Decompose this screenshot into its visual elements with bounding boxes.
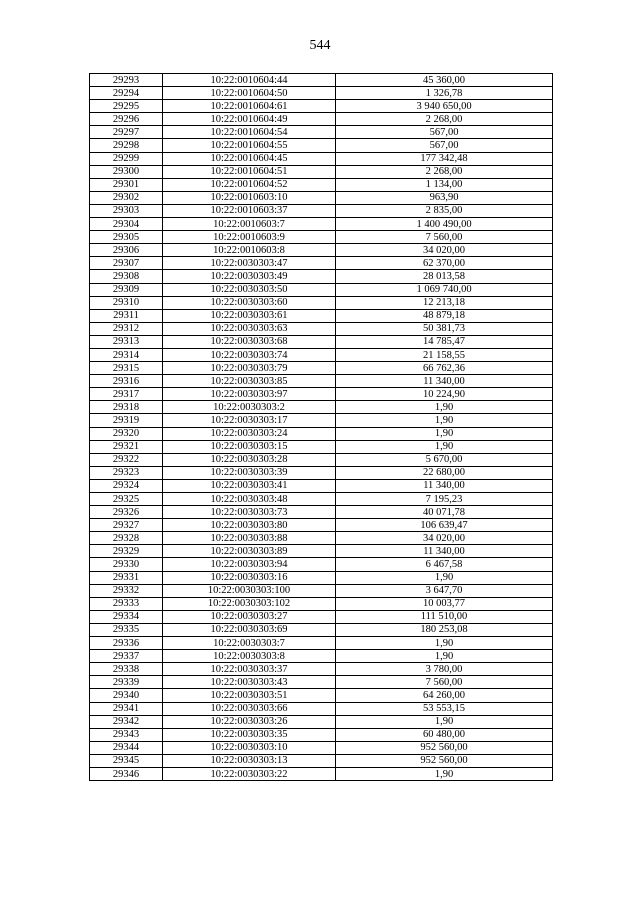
table-row bbox=[90, 74, 553, 87]
table-row bbox=[90, 165, 553, 178]
value-cell: 3 940 650,00 bbox=[336, 100, 553, 113]
row-number-cell: 29320 bbox=[90, 427, 163, 440]
cadastral-number-cell: 10:22:0030303:35 bbox=[163, 728, 336, 741]
row-number-cell: 29297 bbox=[90, 126, 163, 139]
value-cell: 567,00 bbox=[336, 126, 553, 139]
cadastral-number-cell: 10:22:0030303:41 bbox=[163, 479, 336, 492]
table-row bbox=[90, 728, 553, 741]
value-cell: 3 647,70 bbox=[336, 584, 553, 597]
table-row bbox=[90, 126, 553, 139]
value-cell: 1 400 490,00 bbox=[336, 218, 553, 231]
cadastral-number-cell: 10:22:0030303:43 bbox=[163, 676, 336, 689]
cadastral-number-cell: 10:22:0030303:74 bbox=[163, 348, 336, 361]
value-cell: 14 785,47 bbox=[336, 335, 553, 348]
table-row bbox=[90, 113, 553, 126]
row-number-cell: 29330 bbox=[90, 558, 163, 571]
value-cell: 11 340,00 bbox=[336, 375, 553, 388]
row-number-cell: 29329 bbox=[90, 545, 163, 558]
row-number-cell: 29296 bbox=[90, 113, 163, 126]
cadastral-number-cell: 10:22:0030303:28 bbox=[163, 453, 336, 466]
table-row bbox=[90, 244, 553, 257]
table-row bbox=[90, 637, 553, 650]
value-cell: 10 224,90 bbox=[336, 388, 553, 401]
value-cell: 1,90 bbox=[336, 650, 553, 663]
table-row bbox=[90, 87, 553, 100]
row-number-cell: 29338 bbox=[90, 663, 163, 676]
value-cell: 177 342,48 bbox=[336, 152, 553, 165]
cadastral-number-cell: 10:22:0010604:45 bbox=[163, 152, 336, 165]
value-cell: 62 370,00 bbox=[336, 257, 553, 270]
row-number-cell: 29326 bbox=[90, 506, 163, 519]
row-number-cell: 29293 bbox=[90, 74, 163, 87]
page-number: 544 bbox=[309, 38, 331, 53]
cadastral-number-cell: 10:22:0030303:85 bbox=[163, 375, 336, 388]
row-number-cell: 29306 bbox=[90, 244, 163, 257]
table-row bbox=[90, 741, 553, 754]
cadastral-number-cell: 10:22:0030303:79 bbox=[163, 362, 336, 375]
data-table bbox=[89, 73, 553, 781]
value-cell: 40 071,78 bbox=[336, 506, 553, 519]
value-cell: 34 020,00 bbox=[336, 532, 553, 545]
cadastral-number-cell: 10:22:0030303:68 bbox=[163, 335, 336, 348]
value-cell: 111 510,00 bbox=[336, 610, 553, 623]
value-cell: 53 553,15 bbox=[336, 702, 553, 715]
table-row bbox=[90, 178, 553, 191]
table-row bbox=[90, 610, 553, 623]
row-number-cell: 29336 bbox=[90, 637, 163, 650]
table-row bbox=[90, 715, 553, 728]
table-row bbox=[90, 100, 553, 113]
row-number-cell: 29345 bbox=[90, 754, 163, 767]
table-row bbox=[90, 152, 553, 165]
cadastral-number-cell: 10:22:0030303:89 bbox=[163, 545, 336, 558]
value-cell: 7 195,23 bbox=[336, 493, 553, 506]
cadastral-number-cell: 10:22:0030303:88 bbox=[163, 532, 336, 545]
cadastral-number-cell: 10:22:0030303:2 bbox=[163, 401, 336, 414]
cadastral-number-cell: 10:22:0030303:27 bbox=[163, 610, 336, 623]
cadastral-number-cell: 10:22:0030303:66 bbox=[163, 702, 336, 715]
cadastral-number-cell: 10:22:0010603:7 bbox=[163, 218, 336, 231]
row-number-cell: 29333 bbox=[90, 597, 163, 610]
cadastral-number-cell: 10:22:0030303:49 bbox=[163, 270, 336, 283]
cadastral-number-cell: 10:22:0030303:48 bbox=[163, 493, 336, 506]
table-row bbox=[90, 558, 553, 571]
value-cell: 1,90 bbox=[336, 637, 553, 650]
value-cell: 5 670,00 bbox=[336, 453, 553, 466]
row-number-cell: 29321 bbox=[90, 440, 163, 453]
table-row bbox=[90, 702, 553, 715]
row-number-cell: 29315 bbox=[90, 362, 163, 375]
table-row bbox=[90, 335, 553, 348]
row-number-cell: 29334 bbox=[90, 610, 163, 623]
value-cell: 2 835,00 bbox=[336, 204, 553, 217]
row-number-cell: 29294 bbox=[90, 87, 163, 100]
value-cell: 1,90 bbox=[336, 715, 553, 728]
row-number-cell: 29316 bbox=[90, 375, 163, 388]
value-cell: 50 381,73 bbox=[336, 322, 553, 335]
table-row bbox=[90, 283, 553, 296]
table-body bbox=[90, 74, 553, 781]
row-number-cell: 29304 bbox=[90, 218, 163, 231]
value-cell: 6 467,58 bbox=[336, 558, 553, 571]
table-row bbox=[90, 204, 553, 217]
value-cell: 1,90 bbox=[336, 440, 553, 453]
row-number-cell: 29325 bbox=[90, 493, 163, 506]
table-row bbox=[90, 754, 553, 767]
cadastral-number-cell: 10:22:0010604:44 bbox=[163, 74, 336, 87]
value-cell: 7 560,00 bbox=[336, 676, 553, 689]
table-row bbox=[90, 571, 553, 584]
table-row bbox=[90, 519, 553, 532]
value-cell: 11 340,00 bbox=[336, 479, 553, 492]
value-cell: 60 480,00 bbox=[336, 728, 553, 741]
table-row bbox=[90, 623, 553, 636]
value-cell: 28 013,58 bbox=[336, 270, 553, 283]
table-row bbox=[90, 584, 553, 597]
cadastral-number-cell: 10:22:0010604:61 bbox=[163, 100, 336, 113]
row-number-cell: 29307 bbox=[90, 257, 163, 270]
value-cell: 180 253,08 bbox=[336, 623, 553, 636]
row-number-cell: 29346 bbox=[90, 767, 163, 780]
row-number-cell: 29309 bbox=[90, 283, 163, 296]
value-cell: 22 680,00 bbox=[336, 466, 553, 479]
row-number-cell: 29312 bbox=[90, 322, 163, 335]
value-cell: 34 020,00 bbox=[336, 244, 553, 257]
row-number-cell: 29302 bbox=[90, 191, 163, 204]
row-number-cell: 29301 bbox=[90, 178, 163, 191]
cadastral-number-cell: 10:22:0030303:15 bbox=[163, 440, 336, 453]
value-cell: 1,90 bbox=[336, 427, 553, 440]
row-number-cell: 29318 bbox=[90, 401, 163, 414]
table-row bbox=[90, 689, 553, 702]
table-row bbox=[90, 375, 553, 388]
value-cell: 21 158,55 bbox=[336, 348, 553, 361]
row-number-cell: 29322 bbox=[90, 453, 163, 466]
table-row bbox=[90, 545, 553, 558]
cadastral-number-cell: 10:22:0030303:63 bbox=[163, 322, 336, 335]
cadastral-number-cell: 10:22:0030303:7 bbox=[163, 637, 336, 650]
table-row bbox=[90, 388, 553, 401]
row-number-cell: 29314 bbox=[90, 348, 163, 361]
value-cell: 1 069 740,00 bbox=[336, 283, 553, 296]
cadastral-number-cell: 10:22:0030303:97 bbox=[163, 388, 336, 401]
row-number-cell: 29313 bbox=[90, 335, 163, 348]
table-row bbox=[90, 309, 553, 322]
table-row bbox=[90, 440, 553, 453]
value-cell: 952 560,00 bbox=[336, 754, 553, 767]
row-number-cell: 29344 bbox=[90, 741, 163, 754]
row-number-cell: 29310 bbox=[90, 296, 163, 309]
row-number-cell: 29308 bbox=[90, 270, 163, 283]
row-number-cell: 29342 bbox=[90, 715, 163, 728]
value-cell: 567,00 bbox=[336, 139, 553, 152]
table-row bbox=[90, 348, 553, 361]
row-number-cell: 29340 bbox=[90, 689, 163, 702]
row-number-cell: 29327 bbox=[90, 519, 163, 532]
row-number-cell: 29332 bbox=[90, 584, 163, 597]
row-number-cell: 29323 bbox=[90, 466, 163, 479]
cadastral-number-cell: 10:22:0010603:8 bbox=[163, 244, 336, 257]
cadastral-number-cell: 10:22:0030303:8 bbox=[163, 650, 336, 663]
cadastral-number-cell: 10:22:0030303:37 bbox=[163, 663, 336, 676]
table-row bbox=[90, 597, 553, 610]
row-number-cell: 29331 bbox=[90, 571, 163, 584]
value-cell: 1 326,78 bbox=[336, 87, 553, 100]
cadastral-number-cell: 10:22:0030303:39 bbox=[163, 466, 336, 479]
table-row bbox=[90, 218, 553, 231]
table-row bbox=[90, 466, 553, 479]
table-row bbox=[90, 191, 553, 204]
table-row bbox=[90, 414, 553, 427]
row-number-cell: 29295 bbox=[90, 100, 163, 113]
cadastral-number-cell: 10:22:0030303:94 bbox=[163, 558, 336, 571]
value-cell: 11 340,00 bbox=[336, 545, 553, 558]
row-number-cell: 29324 bbox=[90, 479, 163, 492]
cadastral-number-cell: 10:22:0030303:51 bbox=[163, 689, 336, 702]
cadastral-number-cell: 10:22:0010603:9 bbox=[163, 231, 336, 244]
row-number-cell: 29341 bbox=[90, 702, 163, 715]
value-cell: 45 360,00 bbox=[336, 74, 553, 87]
cadastral-number-cell: 10:22:0010603:10 bbox=[163, 191, 336, 204]
cadastral-number-cell: 10:22:0030303:47 bbox=[163, 257, 336, 270]
value-cell: 1,90 bbox=[336, 414, 553, 427]
value-cell: 10 003,77 bbox=[336, 597, 553, 610]
cadastral-number-cell: 10:22:0030303:24 bbox=[163, 427, 336, 440]
value-cell: 106 639,47 bbox=[336, 519, 553, 532]
row-number-cell: 29343 bbox=[90, 728, 163, 741]
table-row bbox=[90, 270, 553, 283]
table-row bbox=[90, 296, 553, 309]
value-cell: 963,90 bbox=[336, 191, 553, 204]
row-number-cell: 29328 bbox=[90, 532, 163, 545]
table-row bbox=[90, 139, 553, 152]
value-cell: 48 879,18 bbox=[336, 309, 553, 322]
table-row bbox=[90, 767, 553, 780]
row-number-cell: 29300 bbox=[90, 165, 163, 178]
table-row bbox=[90, 362, 553, 375]
cadastral-number-cell: 10:22:0030303:26 bbox=[163, 715, 336, 728]
table-row bbox=[90, 401, 553, 414]
row-number-cell: 29303 bbox=[90, 204, 163, 217]
cadastral-number-cell: 10:22:0030303:22 bbox=[163, 767, 336, 780]
table-row bbox=[90, 427, 553, 440]
cadastral-number-cell: 10:22:0030303:17 bbox=[163, 414, 336, 427]
row-number-cell: 29305 bbox=[90, 231, 163, 244]
value-cell: 7 560,00 bbox=[336, 231, 553, 244]
value-cell: 1,90 bbox=[336, 571, 553, 584]
value-cell: 952 560,00 bbox=[336, 741, 553, 754]
cadastral-number-cell: 10:22:0030303:80 bbox=[163, 519, 336, 532]
table-row bbox=[90, 663, 553, 676]
table-row bbox=[90, 493, 553, 506]
cadastral-number-cell: 10:22:0010604:55 bbox=[163, 139, 336, 152]
table-row bbox=[90, 676, 553, 689]
cadastral-number-cell: 10:22:0030303:61 bbox=[163, 309, 336, 322]
cadastral-number-cell: 10:22:0030303:100 bbox=[163, 584, 336, 597]
cadastral-number-cell: 10:22:0030303:102 bbox=[163, 597, 336, 610]
cadastral-number-cell: 10:22:0010604:54 bbox=[163, 126, 336, 139]
cadastral-number-cell: 10:22:0030303:13 bbox=[163, 754, 336, 767]
value-cell: 2 268,00 bbox=[336, 113, 553, 126]
row-number-cell: 29335 bbox=[90, 623, 163, 636]
table-row bbox=[90, 257, 553, 270]
value-cell: 1,90 bbox=[336, 401, 553, 414]
value-cell: 1,90 bbox=[336, 767, 553, 780]
cadastral-number-cell: 10:22:0010604:49 bbox=[163, 113, 336, 126]
cadastral-number-cell: 10:22:0030303:60 bbox=[163, 296, 336, 309]
cadastral-number-cell: 10:22:0030303:73 bbox=[163, 506, 336, 519]
row-number-cell: 29317 bbox=[90, 388, 163, 401]
value-cell: 1 134,00 bbox=[336, 178, 553, 191]
table-row bbox=[90, 453, 553, 466]
cadastral-number-cell: 10:22:0030303:10 bbox=[163, 741, 336, 754]
row-number-cell: 29311 bbox=[90, 309, 163, 322]
table-row bbox=[90, 532, 553, 545]
value-cell: 66 762,36 bbox=[336, 362, 553, 375]
cadastral-number-cell: 10:22:0030303:69 bbox=[163, 623, 336, 636]
value-cell: 3 780,00 bbox=[336, 663, 553, 676]
table-row bbox=[90, 231, 553, 244]
cadastral-number-cell: 10:22:0030303:50 bbox=[163, 283, 336, 296]
cadastral-number-cell: 10:22:0010604:51 bbox=[163, 165, 336, 178]
table-row bbox=[90, 479, 553, 492]
cadastral-number-cell: 10:22:0010604:52 bbox=[163, 178, 336, 191]
table-row bbox=[90, 506, 553, 519]
table-row bbox=[90, 322, 553, 335]
value-cell: 2 268,00 bbox=[336, 165, 553, 178]
value-cell: 64 260,00 bbox=[336, 689, 553, 702]
row-number-cell: 29299 bbox=[90, 152, 163, 165]
cadastral-number-cell: 10:22:0010604:50 bbox=[163, 87, 336, 100]
row-number-cell: 29337 bbox=[90, 650, 163, 663]
row-number-cell: 29339 bbox=[90, 676, 163, 689]
table-row bbox=[90, 650, 553, 663]
row-number-cell: 29298 bbox=[90, 139, 163, 152]
cadastral-number-cell: 10:22:0010603:37 bbox=[163, 204, 336, 217]
value-cell: 12 213,18 bbox=[336, 296, 553, 309]
row-number-cell: 29319 bbox=[90, 414, 163, 427]
cadastral-number-cell: 10:22:0030303:16 bbox=[163, 571, 336, 584]
